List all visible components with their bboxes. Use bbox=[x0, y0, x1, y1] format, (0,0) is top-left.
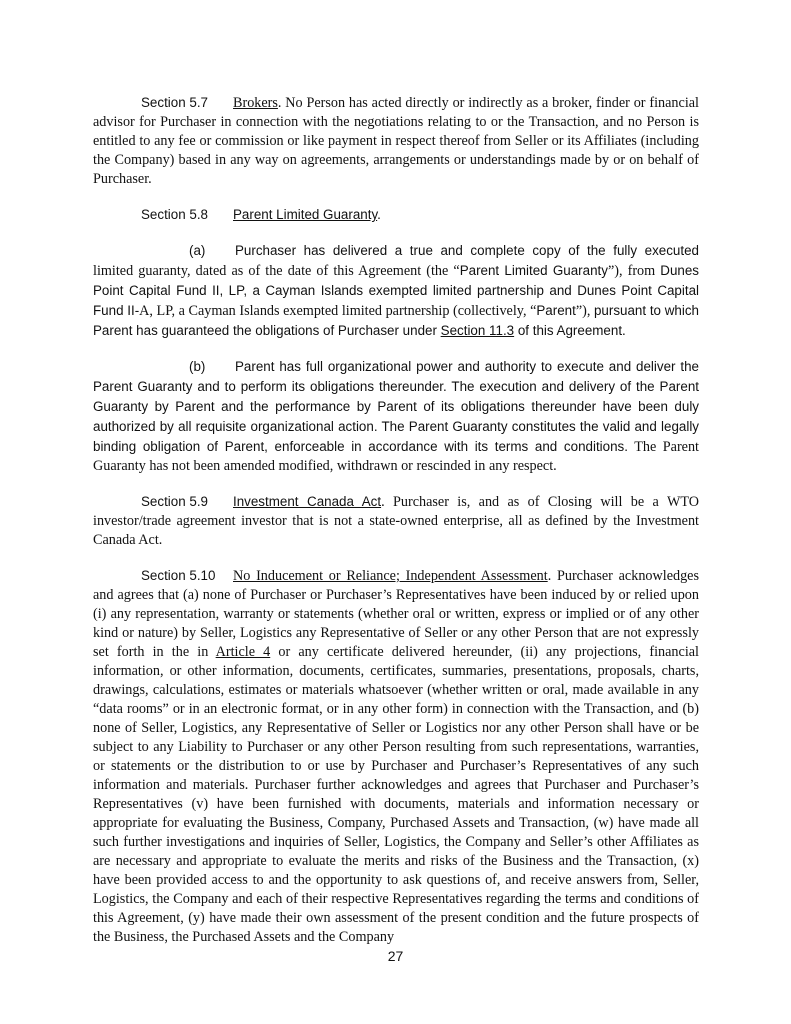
section-5-9-title: Investment Canada Act bbox=[233, 494, 382, 509]
section-5-7-text: . No Person has acted directly or indirectly as a broker, finder or financial advisor for Purchaser in connection with the negotiations relating to or the Transaction, and no Person is entitled to any fee or commission or like payment in respect thereof from Seller or its Affiliates (including the Company) based in any way on agreements, arrangements or understandings made by or on behalf of Purchaser. bbox=[93, 95, 699, 187]
section-5-10-number: Section 5.10 bbox=[141, 568, 216, 583]
section-5-8-a-text-5: Dunes Point Capital Fund II, LP, a Cayman Islands exempted limited partnership and Dunes Point Capital Fund II- bbox=[93, 263, 699, 318]
section-5-10-text-1: . Purchaser acknowledges and agrees that (a) none of Purchaser or Purchaser’s Representatives have been induced by or relied upon (i) any representation, warranty or statements (whether oral or written, express or implied or of any other kind or nature) by Seller, Logistics any Representative of Seller or any other Person that are not expressly set forth in the in bbox=[93, 568, 699, 660]
section-5-7-title: Brokers bbox=[233, 95, 278, 111]
section-5-8-a-text-8: ”), bbox=[575, 303, 594, 319]
section-5-7-number: Section 5.7 bbox=[141, 95, 208, 110]
section-5-7 bbox=[93, 93, 699, 189]
document-page bbox=[93, 93, 699, 947]
section-5-8-b-label: (b) bbox=[189, 359, 206, 374]
section-5-8-a-parent-term: Parent bbox=[536, 303, 576, 318]
section-5-8-a-text-6: A, LP, a Cayman Islands exempted limited partnership (collectively, “ bbox=[139, 303, 537, 319]
section-5-10 bbox=[93, 566, 699, 947]
section-11-3-reference: Section 11.3 bbox=[440, 323, 515, 338]
section-5-10-title: No Inducement or Reliance; Independent Assessment bbox=[233, 568, 548, 584]
page-number: 27 bbox=[387, 948, 404, 964]
section-5-8-a-text-2: limited guaranty, dated as of the date of this Agreement (the “ bbox=[93, 263, 460, 279]
section-5-8-a bbox=[93, 241, 699, 341]
section-5-8-title-end: . bbox=[377, 207, 381, 222]
section-5-8-b-text-1: Parent has full organizational power and authority to execute and deliver the Parent Guaranty and to perform its obligations thereunder. The execution and delivery of the Parent Guaranty by Parent and the performance by Parent of its obligations thereunder have been duly authorized by all requisite organizational action. The Parent Guaranty constitutes the valid and legally binding obligation of Parent, enforceable in accordance with its terms and conditions. bbox=[93, 359, 699, 454]
section-5-8-number: Section 5.8 bbox=[141, 207, 208, 222]
section-5-8-b-text-2: The Parent Guaranty has not been amended modified, withdrawn or rescinded in any respect. bbox=[93, 439, 700, 474]
section-5-8-heading bbox=[93, 205, 699, 225]
article-4-reference: Article 4 bbox=[215, 644, 271, 660]
section-5-8-a-text-4: ”), from bbox=[607, 263, 661, 279]
section-5-8-a-defined-term: Parent Limited Guaranty bbox=[459, 263, 608, 278]
section-5-8-b bbox=[93, 357, 699, 476]
section-5-10-text-2: or any certificate delivered hereunder, (ii) any projections, financial information, or other information, documents, certificates, summaries, presentations, proposals, charts, drawings, calculations, estimates or materials whatsoever (whether written or oral, made available in any “data rooms” or in an electronic format, or in any other form) in connection with the Transaction, and (b) none of Seller, Logistics, any Representative of Seller or Logistics nor any other Person shall have or be subject to any Liability to Purchaser or any other Person resulting from such representations, warranties, or statements or the distribution to or use by Purchaser and Purchaser’s Representatives of any such information and materials. Purchaser further acknowledges and agrees that Purchaser and Purchaser’s Representatives (v) have been furnished with documents, materials and information necessary or appropriate for evaluating the Business, Company, Purchased Assets and Transaction, (w) have made all such further investigations and inquiries of Seller, Logistics, the Company and Seller’s other Affiliates as are necessary and appropriate to evaluate the merits and risks of the Business and the Transaction, (x) have been provided access to and the opportunity to ask questions of, and receive answers from, Seller, Logistics, the Company and each of their respective Representatives regarding the terms and conditions of this Agreement, (y) have made their own assessment of the present condition and the future prospects of the Business, the Purchased Assets and the Company bbox=[93, 644, 699, 945]
section-5-8-title: Parent Limited Guaranty bbox=[233, 207, 378, 222]
section-5-8-a-text-1: Purchaser has delivered a true and complete copy of the fully executed bbox=[235, 243, 699, 258]
section-5-8-a-text-10: of this Agreement. bbox=[514, 323, 626, 338]
section-5-9 bbox=[93, 492, 699, 550]
section-5-9-number: Section 5.9 bbox=[141, 494, 208, 509]
section-5-9-text: . Purchaser is, and as of Closing will be a WTO investor/trade agreement investor that is not a state-owned enterprise, all as defined by the Investment Canada Act. bbox=[93, 494, 699, 548]
section-5-8-a-label: (a) bbox=[189, 243, 206, 258]
section-5-8-a-text-9: pursuant to which Parent has guaranteed the obligations of Purchaser under bbox=[93, 303, 699, 338]
